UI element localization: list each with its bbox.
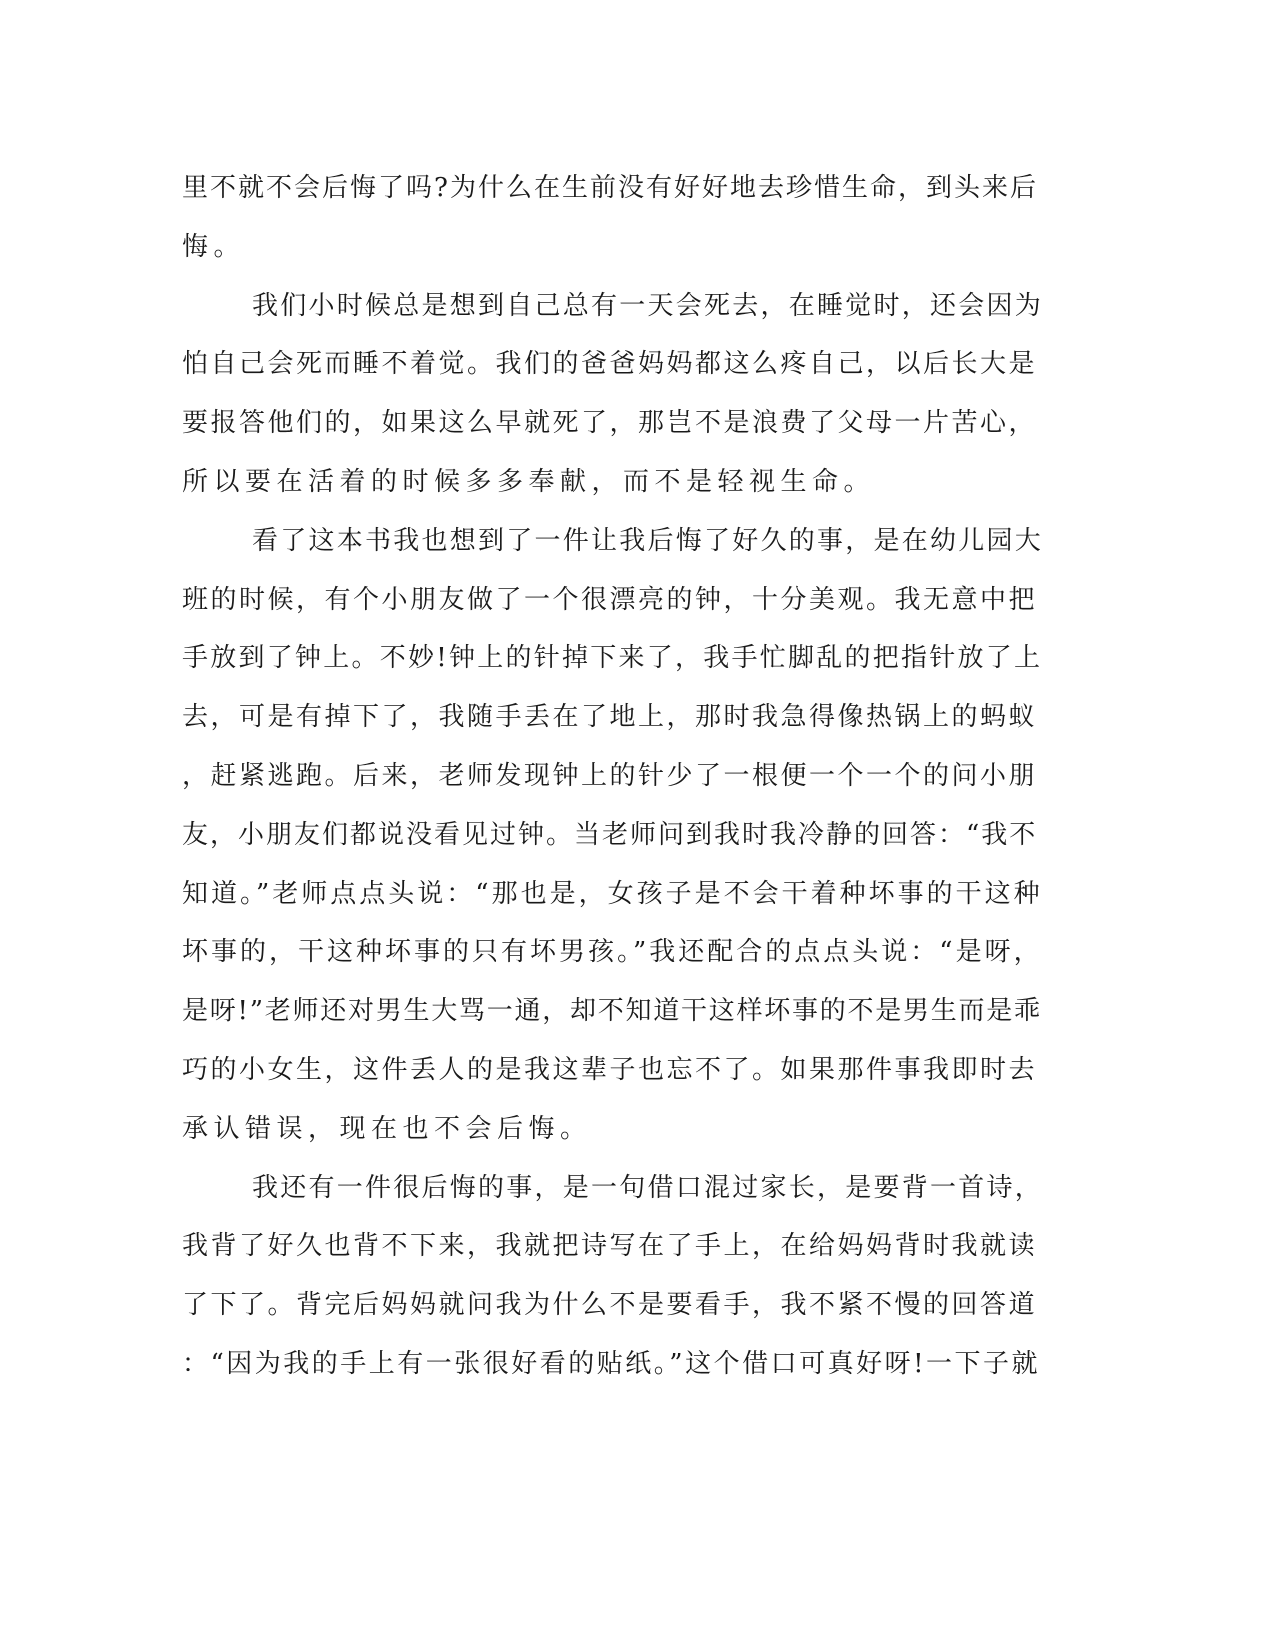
text-line: 手放到了钟上。不妙!钟上的针掉下来了，我手忙脚乱的把指针放了上 bbox=[182, 643, 1043, 674]
text-line: 我背了好久也背不下来，我就把诗写在了手上，在给妈妈背时我就读 bbox=[182, 1231, 1038, 1262]
text-line: 知道。”老师点点头说：“那也是，女孩子是不会干着种坏事的干这种 bbox=[182, 878, 1043, 909]
text-line: 要报答他们的，如果这么早就死了，那岂不是浪费了父母一片苦心， bbox=[182, 408, 1038, 439]
text-line: 巧的小女生，这件丢人的是我这辈子也忘不了。如果那件事我即时去 bbox=[182, 1054, 1038, 1085]
body-text bbox=[182, 159, 1042, 1394]
text-line: 我还有一件很后悔的事，是一句借口混过家长，是要背一首诗， bbox=[252, 1172, 1044, 1203]
text-line: 了下了。背完后妈妈就问我为什么不是要看手，我不紧不慢的回答道 bbox=[182, 1290, 1038, 1321]
text-line: 里不就不会后悔了吗?为什么在生前没有好好地去珍惜生命，到头来后 bbox=[182, 173, 1038, 203]
text-line: 是呀!”老师还对男生大骂一通，却不知道干这样坏事的不是男生而是乖 bbox=[182, 996, 1042, 1027]
text-line: 怕自己会死而睡不着觉。我们的爸爸妈妈都这么疼自己，以后长大是 bbox=[182, 349, 1038, 380]
text-line: 友，小朋友们都说没看见过钟。当老师问到我时我冷静的回答：“我不 bbox=[182, 819, 1038, 850]
text-line: ：“因为我的手上有一张很好看的贴纸。”这个借口可真好呀!一下子就 bbox=[182, 1348, 1041, 1379]
text-line: 承认错误，现在也不会后悔。 bbox=[182, 1113, 592, 1144]
text-line: ，赶紧逃跑。后来，老师发现钟上的针少了一根便一个一个的问小朋 bbox=[182, 760, 1038, 791]
text-line: 我们小时候总是想到自己总有一天会死去，在睡觉时，还会因为 bbox=[252, 290, 1044, 321]
text-line: 班的时候，有个小朋友做了一个很漂亮的钟，十分美观。我无意中把 bbox=[182, 584, 1038, 615]
text-line: 坏事的，干这种坏事的只有坏男孩。”我还配合的点点头说：“是呀， bbox=[182, 937, 1043, 968]
text-line: 悔。 bbox=[182, 231, 246, 262]
text-line: 所以要在活着的时候多多奉献，而不是轻视生命。 bbox=[182, 466, 876, 497]
text-line: 去，可是有掉下了，我随手丢在了地上，那时我急得像热锅上的蚂蚁 bbox=[182, 702, 1038, 733]
text-line: 看了这本书我也想到了一件让我后悔了好久的事，是在幼儿园大 bbox=[252, 525, 1044, 556]
